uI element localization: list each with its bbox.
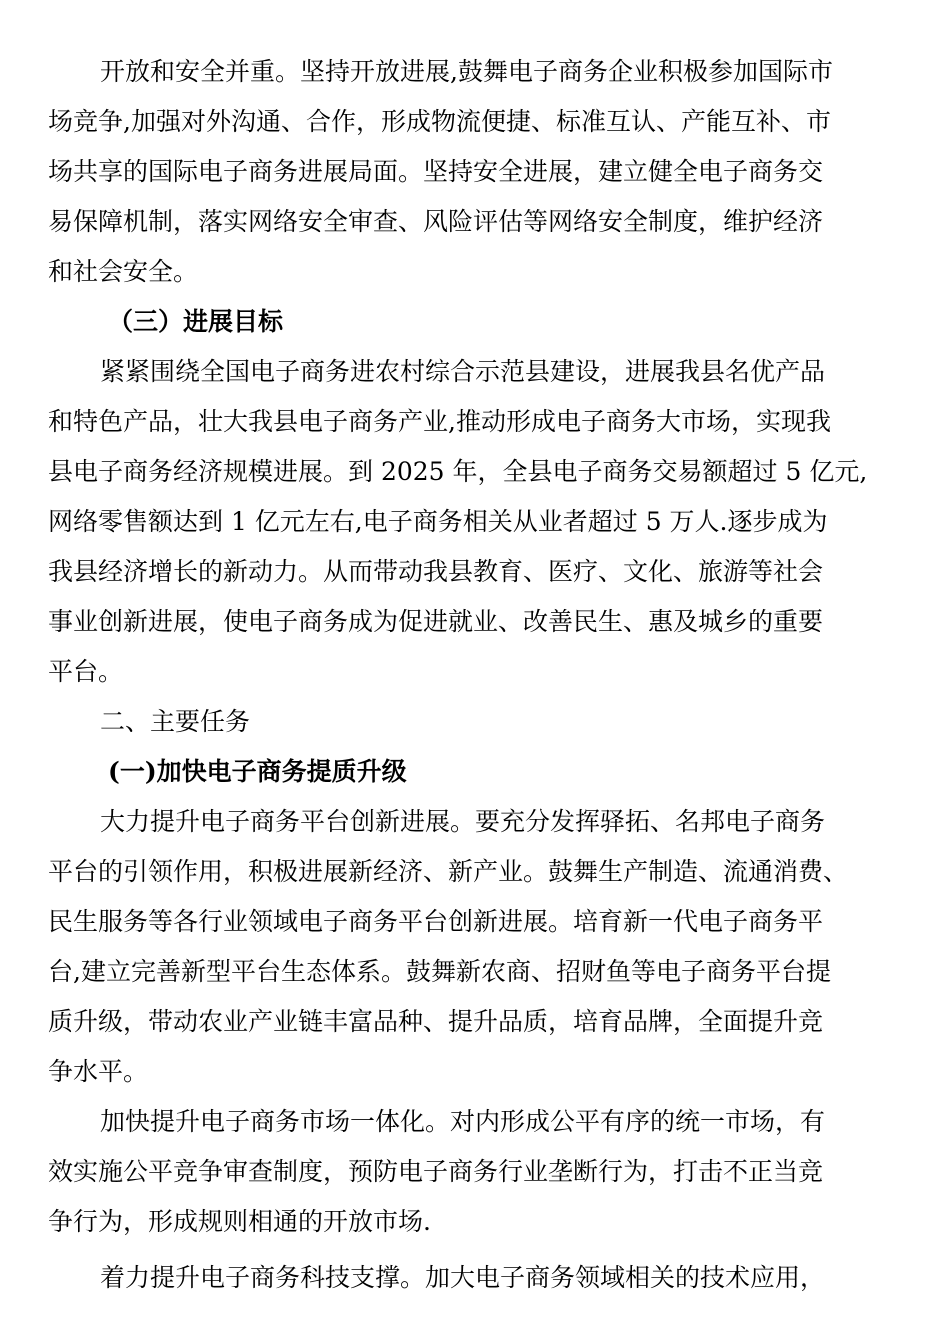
paragraph-line: 平台的引领作用，积极进展新经济、新产业。鼓舞生产制造、流通消费、	[48, 857, 849, 886]
paragraph-line: 争行为，形成规则相通的开放市场.	[48, 1207, 431, 1236]
paragraph-line: 和社会安全。	[48, 257, 199, 286]
paragraph-line: 场共享的国际电子商务进展局面。坚持安全进展，建立健全电子商务交	[48, 157, 824, 186]
paragraph-line: 开放和安全并重。坚持开放进展,鼓舞电子商务企业积极参加国际市	[100, 57, 833, 86]
paragraph-line: 效实施公平竞争审查制度，预防电子商务行业垄断行为，打击不正当竞	[48, 1157, 824, 1186]
paragraph-line: 县电子商务经济规模进展。到 2025 年，全县电子商务交易额超过 5 亿元,	[48, 457, 868, 486]
paragraph-line: 紧紧围绕全国电子商务进农村综合示范县建设，进展我县名优产品	[100, 357, 826, 386]
paragraph-line: 台,建立完善新型平台生态体系。鼓舞新农商、招财鱼等电子商务平台提	[48, 957, 831, 986]
paragraph-line: 大力提升电子商务平台创新进展。要充分发挥驿拓、名邦电子商务	[100, 807, 826, 836]
paragraph-line: 加快提升电子商务市场一体化。对内形成公平有序的统一市场，有	[100, 1107, 826, 1136]
chapter-heading: 二、主要任务	[100, 707, 251, 736]
section-heading: （三）进展目标	[108, 307, 284, 336]
paragraph-line: 我县经济增长的新动力。从而带动我县教育、医疗、文化、旅游等社会	[48, 557, 824, 586]
paragraph-line: 质升级，带动农业产业链丰富品种、提升品质，培育品牌，全面提升竞	[48, 1007, 824, 1036]
paragraph-line: 争水平。	[48, 1057, 149, 1086]
paragraph-line: 和特色产品，壮大我县电子商务产业,推动形成电子商务大市场，实现我	[48, 407, 831, 436]
paragraph-line: 民生服务等各行业领域电子商务平台创新进展。培育新一代电子商务平	[48, 907, 824, 936]
section-heading: (一)加快电子商务提质升级	[108, 757, 407, 786]
paragraph-line: 事业创新进展，使电子商务成为促进就业、改善民生、惠及城乡的重要	[48, 607, 824, 636]
paragraph-line: 易保障机制，落实网络安全审查、风险评估等网络安全制度，维护经济	[48, 207, 824, 236]
paragraph-line: 网络零售额达到 1 亿元左右,电子商务相关从业者超过 5 万人.逐步成为	[48, 507, 828, 536]
paragraph-line: 平台。	[48, 657, 124, 686]
paragraph-line: 场竞争,加强对外沟通、合作，形成物流便捷、标准互认、产能互补、市	[48, 107, 831, 136]
paragraph-line: 着力提升电子商务科技支撑。加大电子商务领域相关的技术应用，	[100, 1263, 826, 1292]
